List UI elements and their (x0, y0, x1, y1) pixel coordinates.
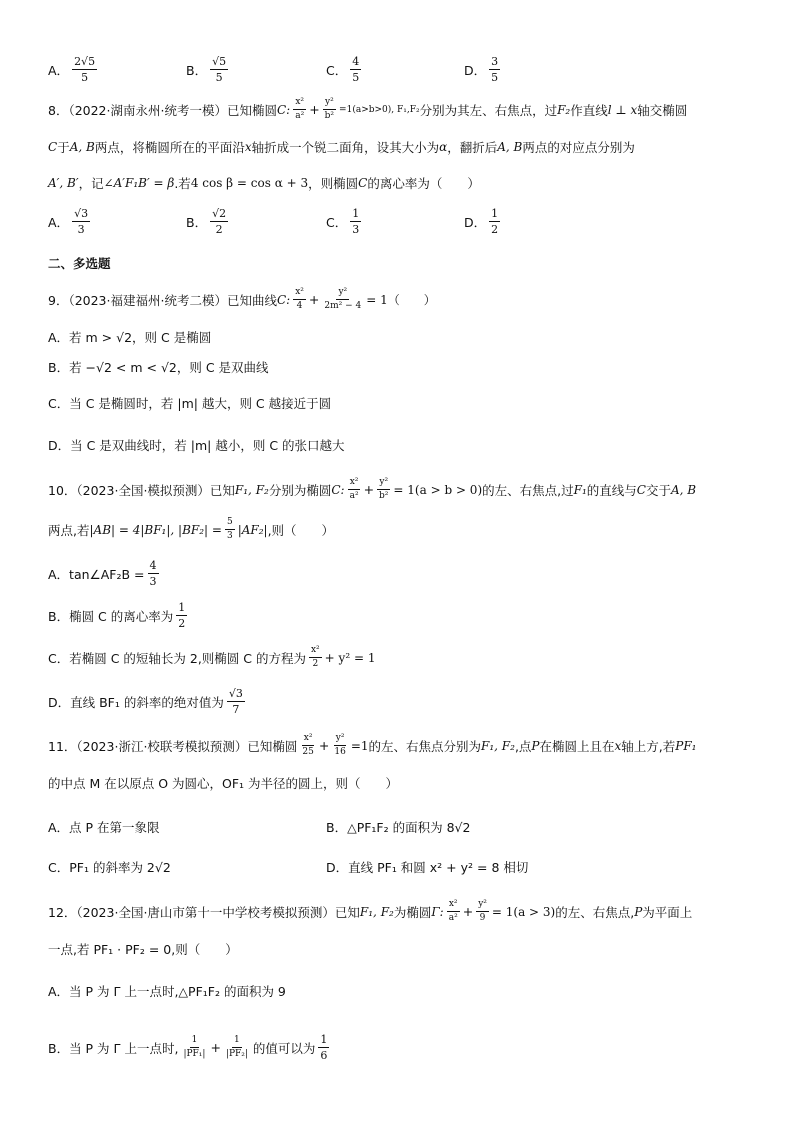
q7-option-d: D． $\frac{3}{5}$ (464, 55, 499, 84)
q10-option-c: C．若椭圆 C 的短轴长为 2,则椭圆 C 的方程为 $\frac{\text{x²}}{2}$ + y² = 1 (48, 645, 376, 669)
q7-option-c: C． $\frac{4}{5}$ (326, 55, 360, 84)
q11-line-2: 的中点 M 在以原点 O 为圆心，OF₁ 为半径的圆上，则（ ） (48, 776, 399, 791)
section-heading: 二、多选题 (48, 256, 111, 271)
q8-line-2: C 于 A, B 两点，将椭圆所在的平面沿 x 轴折成一个锐二面角，设其大小为 α ，翻折后 A, B 两点的对应点分别为 (48, 140, 635, 155)
q9-stem: 9．（2023·福建福州·统考二模）已知曲线 C: $\frac{\text{x²}}{4}$ + $\frac{\text{y²}}{\text{2m² − 4}}$ = 1（ ） (48, 287, 436, 311)
q8-option-a: A． $\frac{√3}{3}$ (48, 207, 89, 236)
q12-line-1: 12．（2023·全国·唐山市第十一中学校考模拟预测）已知 F₁, F₂ 为椭圆 Γ: $\frac{\text{x²}}{\text{a²}}$ + $\frac{\text{y²}}{9}$ = 1(a > 3) 的左、右焦点, P 为平面上 (48, 899, 693, 923)
q12-line-2: 一点,若 PF₁ · PF₂ = 0,则（ ） (48, 942, 238, 957)
q10-line-2: 两点,若 |AB| = 4|BF₁|, |BF₂| = $\frac{5}{3}$ |AF₂| ,则（ ） (48, 517, 335, 541)
q12-option-a: A．当 P 为 Γ 上一点时,△PF₁F₂ 的面积为 9 (48, 984, 286, 999)
q12-option-b: B．当 P 为 Γ 上一点时, $\frac{1}{\text{|PF₁|}}$ + $\frac{1}{\text{|PF₂|}}$ 的值可以为 $\frac{1}{6}$ (48, 1033, 328, 1062)
q10-option-a: A．tan∠AF₂B = $\frac{4}{3}$ (48, 559, 157, 588)
q9-option-d: D．当 C 是双曲线时，若 |m| 越小，则 C 的张口越大 (48, 438, 345, 453)
q7-option-a: A． $\frac{2√5}{5}$ (48, 55, 96, 84)
q11-option-a: A．点 P 在第一象限 (48, 820, 160, 835)
q10-option-b: B．椭圆 C 的离心率为 $\frac{1}{2}$ (48, 601, 186, 630)
q8-line-1: 8．（2022·湖南永州·统考一模）已知椭圆 C: $\frac{\text{x²}}{\text{a²}}$ + $\frac{\text{y²}}{\text{b²}}$ =1(a>b>0), F₁,F₂ 分别为其左、右焦点，过 F₂ 作直线 l ⊥ x 轴交椭圆 (48, 97, 688, 121)
q8-option-c: C． $\frac{1}{3}$ (326, 207, 360, 236)
q9-option-a: A．若 m > √2，则 C 是椭圆 (48, 330, 212, 345)
q9-option-c: C．当 C 是椭圆时，若 |m| 越大，则 C 越接近于圆 (48, 396, 332, 411)
q11-option-b: B．△PF₁F₂ 的面积为 8√2 (326, 820, 471, 835)
q11-option-d: D．直线 PF₁ 和圆 x² + y² = 8 相切 (326, 860, 529, 875)
q8-option-d: D． $\frac{1}{2}$ (464, 207, 499, 236)
q11-line-1: 11．（2023·浙江·校联考模拟预测）已知椭圆 $\frac{\text{x²}}{25}$ + $\frac{\text{y²}}{16}$ =1 的左、右焦点分别为 F₁, F₂ ,点 P 在椭圆上且在 x 轴上方,若 PF₁ (48, 733, 697, 757)
q7-option-b: B． $\frac{√5}{5}$ (186, 55, 227, 84)
q8-line-3: A′, B′ ，记 ∠A′F₁B′ = β .若 4 cos β = cos α + 3 ，则椭圆 C 的离心率为（ ） (48, 176, 480, 191)
q11-option-c: C．PF₁ 的斜率为 2√2 (48, 860, 171, 875)
q9-option-b: B．若 −√2 < m < √2，则 C 是双曲线 (48, 360, 269, 375)
q10-line-1: 10．（2023·全国·模拟预测）已知 F₁, F₂ 分别为椭圆 C: $\frac{\text{x²}}{\text{a²}}$ + $\frac{\text{y²}}{\text{b²}}$ = 1(a > b > 0) 的左、右焦点,过 F₁ 的直线与 C 交于 A, B (48, 477, 697, 501)
q8-option-b: B． $\frac{√2}{2}$ (186, 207, 227, 236)
q10-option-d: D．直线 BF₁ 的斜率的绝对值为 $\frac{√3}{7}$ (48, 687, 243, 716)
